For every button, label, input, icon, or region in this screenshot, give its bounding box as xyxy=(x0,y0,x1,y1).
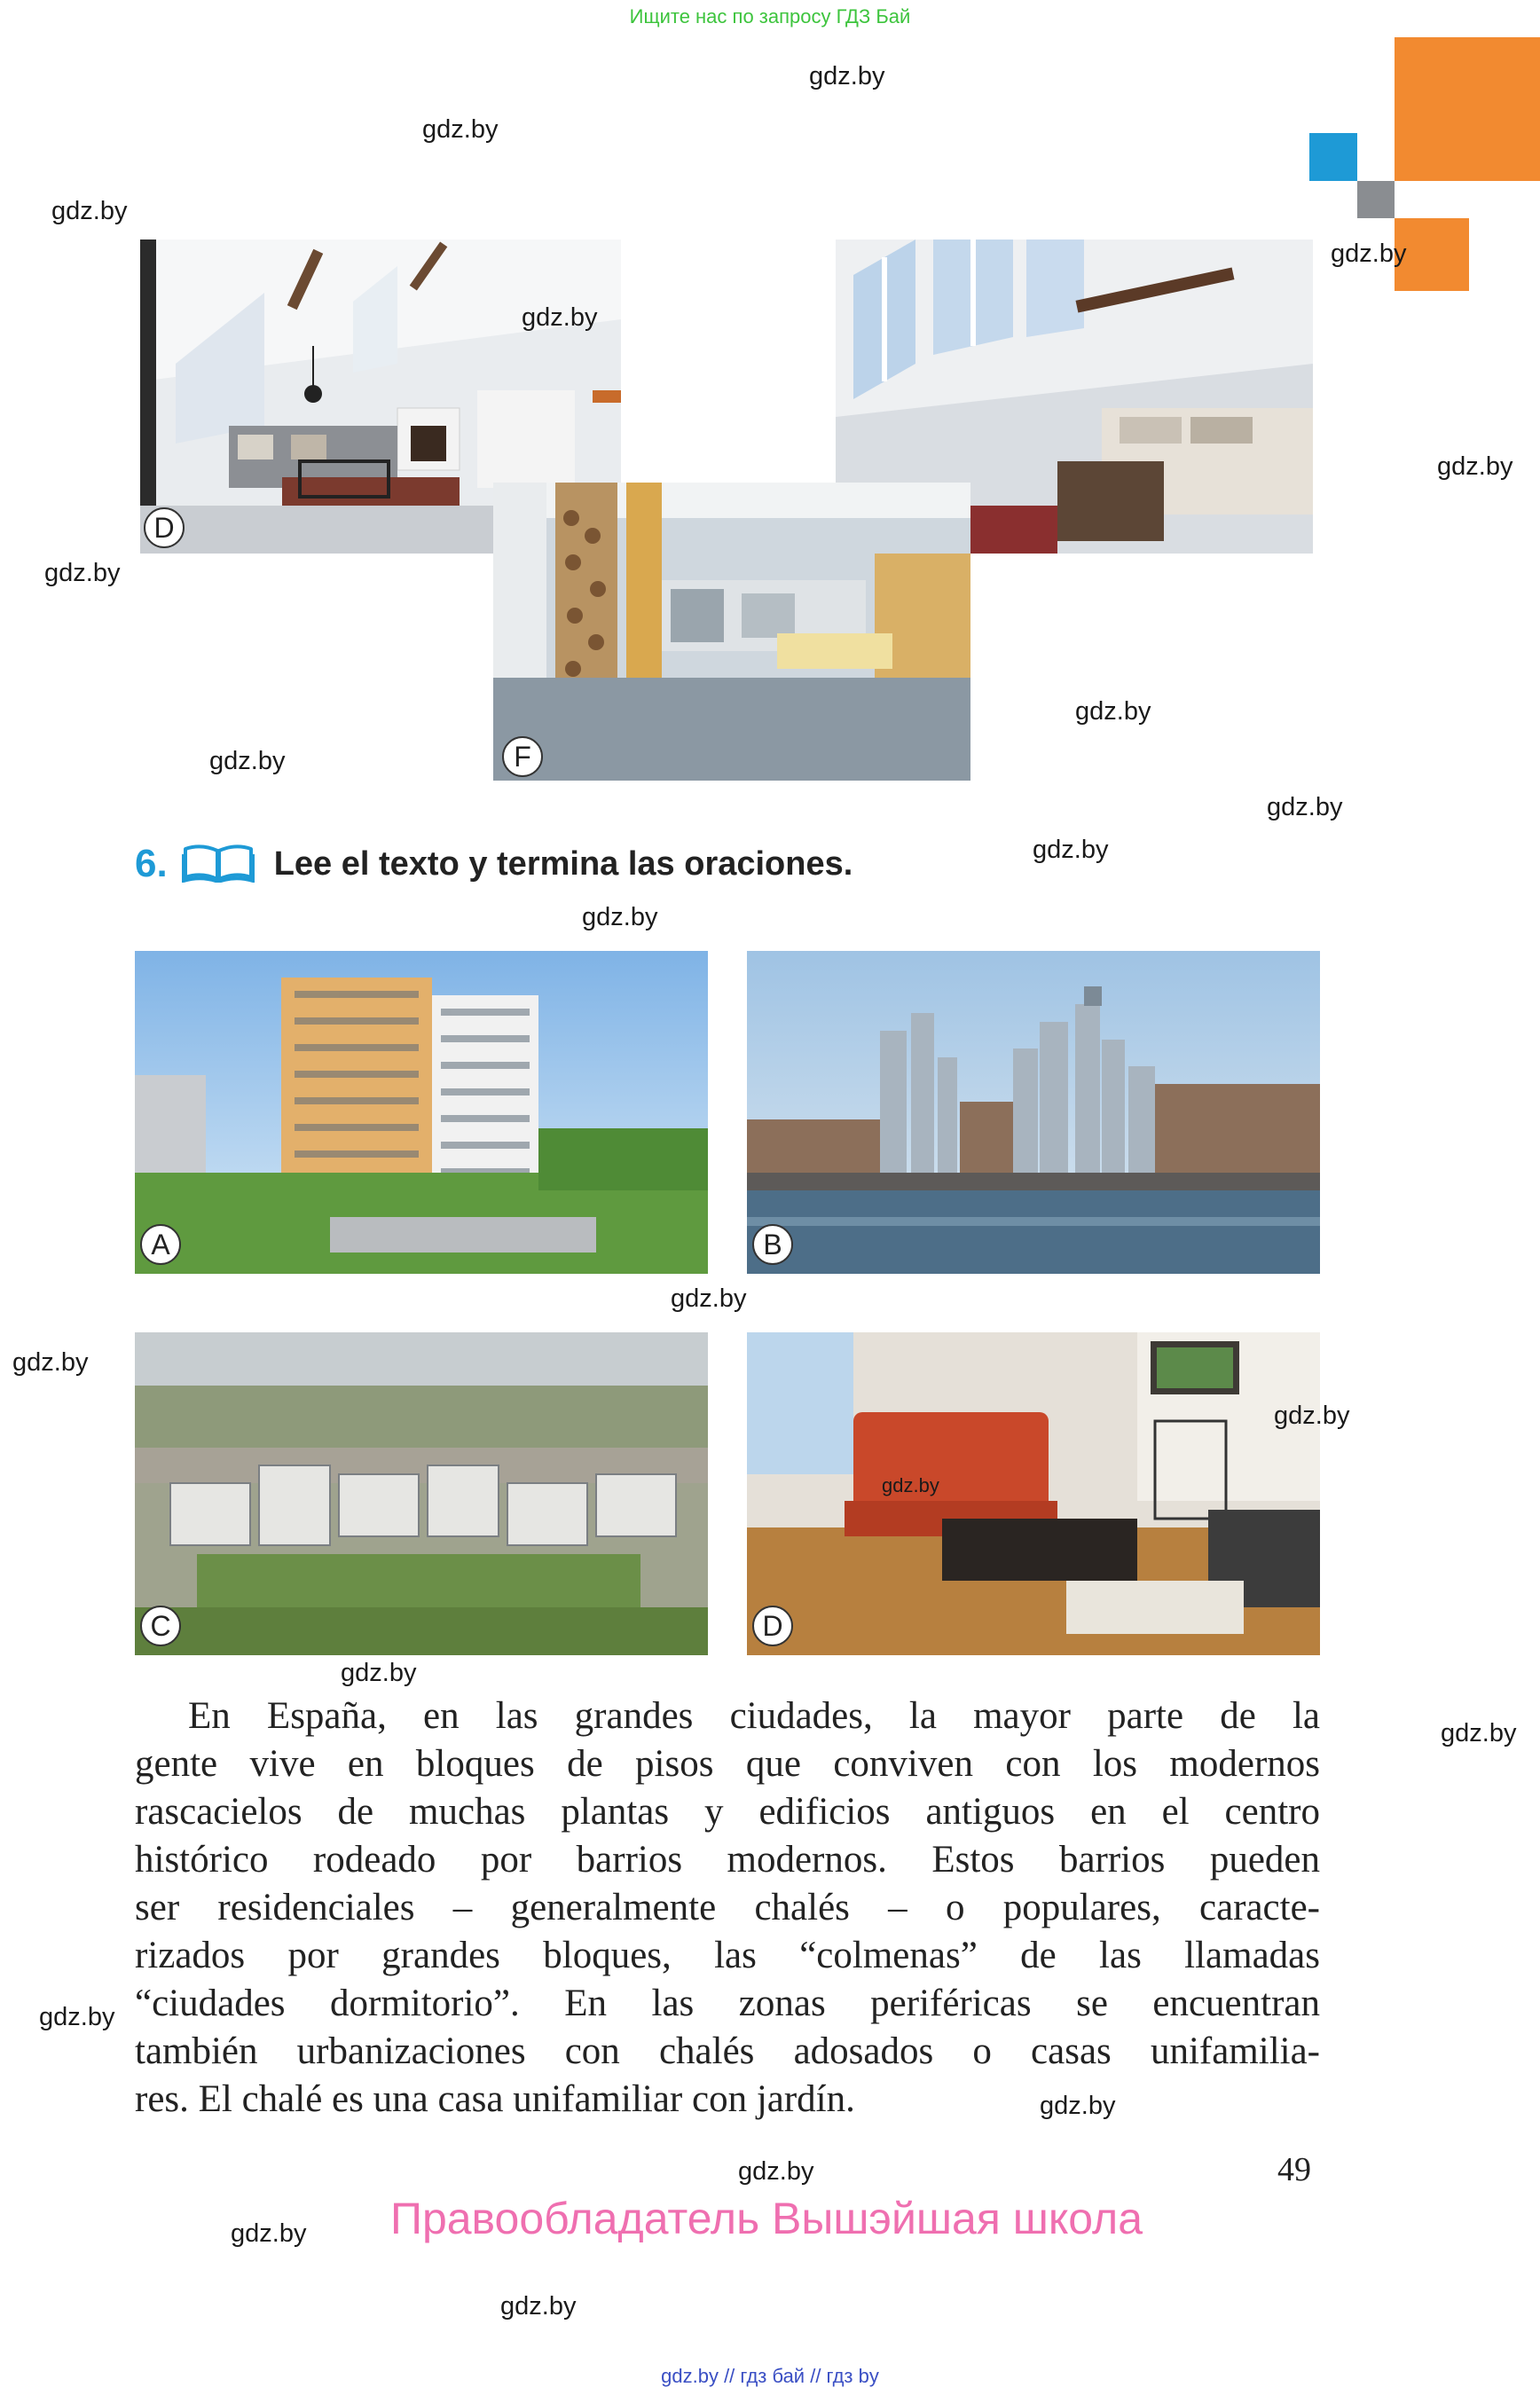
exercise-heading xyxy=(135,837,852,891)
decor-square-blue xyxy=(1309,133,1357,181)
text-line: histórico rodeado por barrios modernos. Estos barrios pueden xyxy=(135,1839,1320,1881)
watermark: gdz.by xyxy=(1040,2092,1116,2120)
watermark: gdz.by xyxy=(209,747,286,775)
text-line: gente vive en bloques de pisos que conviven con los modernos xyxy=(135,1743,1320,1785)
photo-label-badge: D xyxy=(144,507,185,548)
watermark: gdz.by xyxy=(1331,240,1407,268)
text-line: también urbanizaciones con chalés adosados o casas unifamilia- xyxy=(135,2030,1320,2072)
watermark: gdz.by xyxy=(12,1348,89,1377)
photo-apartment-tower xyxy=(135,951,708,1274)
photo-label-badge: D xyxy=(752,1606,793,1646)
decor-square-orange-large xyxy=(1395,37,1540,181)
bottom-links-notice[interactable]: gdz.by // гдз бай // гдз by xyxy=(661,2365,879,2387)
watermark: gdz.by xyxy=(671,1284,747,1313)
watermark: gdz.by xyxy=(1441,1719,1517,1747)
watermark: gdz.by xyxy=(422,115,499,144)
watermark: gdz.by xyxy=(39,2003,115,2031)
photo-label-badge: C xyxy=(140,1606,181,1646)
watermark: gdz.by xyxy=(809,62,885,90)
top-search-notice: Ищите нас по запросу ГДЗ Бай xyxy=(629,5,911,27)
text-line: res. El chalé es una casa unifamiliar con jardín. xyxy=(135,2078,855,2120)
watermark: gdz.by xyxy=(1075,697,1151,726)
text-line: rascacielos de muchas plantas y edificios antiguos en el centro xyxy=(135,1791,1320,1833)
text-line: rizados por grandes bloques, las “colmenas” de las llamadas xyxy=(135,1935,1320,1976)
watermark: gdz.by xyxy=(1274,1402,1350,1430)
text-line: En España, en las grandes ciudades, la mayor parte de la xyxy=(188,1695,1320,1737)
watermark: gdz.by xyxy=(1437,452,1513,481)
watermark: gdz.by xyxy=(1033,836,1109,864)
watermark: gdz.by xyxy=(51,197,128,225)
text-line: ser residenciales – generalmente chalés – o populares, caracte- xyxy=(135,1887,1320,1928)
watermark: gdz.by xyxy=(882,1474,939,1496)
open-book-icon xyxy=(182,842,255,887)
watermark: gdz.by xyxy=(341,1659,417,1687)
photo-label-badge: B xyxy=(752,1224,793,1265)
watermark: gdz.by xyxy=(522,303,598,332)
photo-residential-district-aerial xyxy=(135,1332,708,1655)
photo-skyscraper-skyline xyxy=(747,951,1320,1274)
reading-text xyxy=(135,1692,1320,2124)
watermark: gdz.by xyxy=(582,903,658,931)
decor-square-gray xyxy=(1357,181,1395,218)
watermark: gdz.by xyxy=(738,2157,814,2186)
page-number: 49 xyxy=(1277,2151,1311,2188)
photo-label-badge: A xyxy=(140,1224,181,1265)
exercise-number: 6. xyxy=(135,842,168,885)
copyright-notice: Правообладатель Вышэйшая школа xyxy=(390,2194,1143,2243)
exercise-instruction: Lee el texto y termina las oraciones. xyxy=(273,844,853,883)
watermark: gdz.by xyxy=(500,2292,577,2321)
watermark: gdz.by xyxy=(231,2219,307,2248)
photo-apartment-interior xyxy=(747,1332,1320,1655)
watermark: gdz.by xyxy=(1267,793,1343,821)
photo-label-badge: F xyxy=(502,736,543,777)
watermark: gdz.by xyxy=(44,559,121,587)
photo-modern-kitchen xyxy=(493,483,970,781)
text-line: “ciudades dormitorio”. En las zonas periféricas se encuentran xyxy=(135,1983,1320,2024)
